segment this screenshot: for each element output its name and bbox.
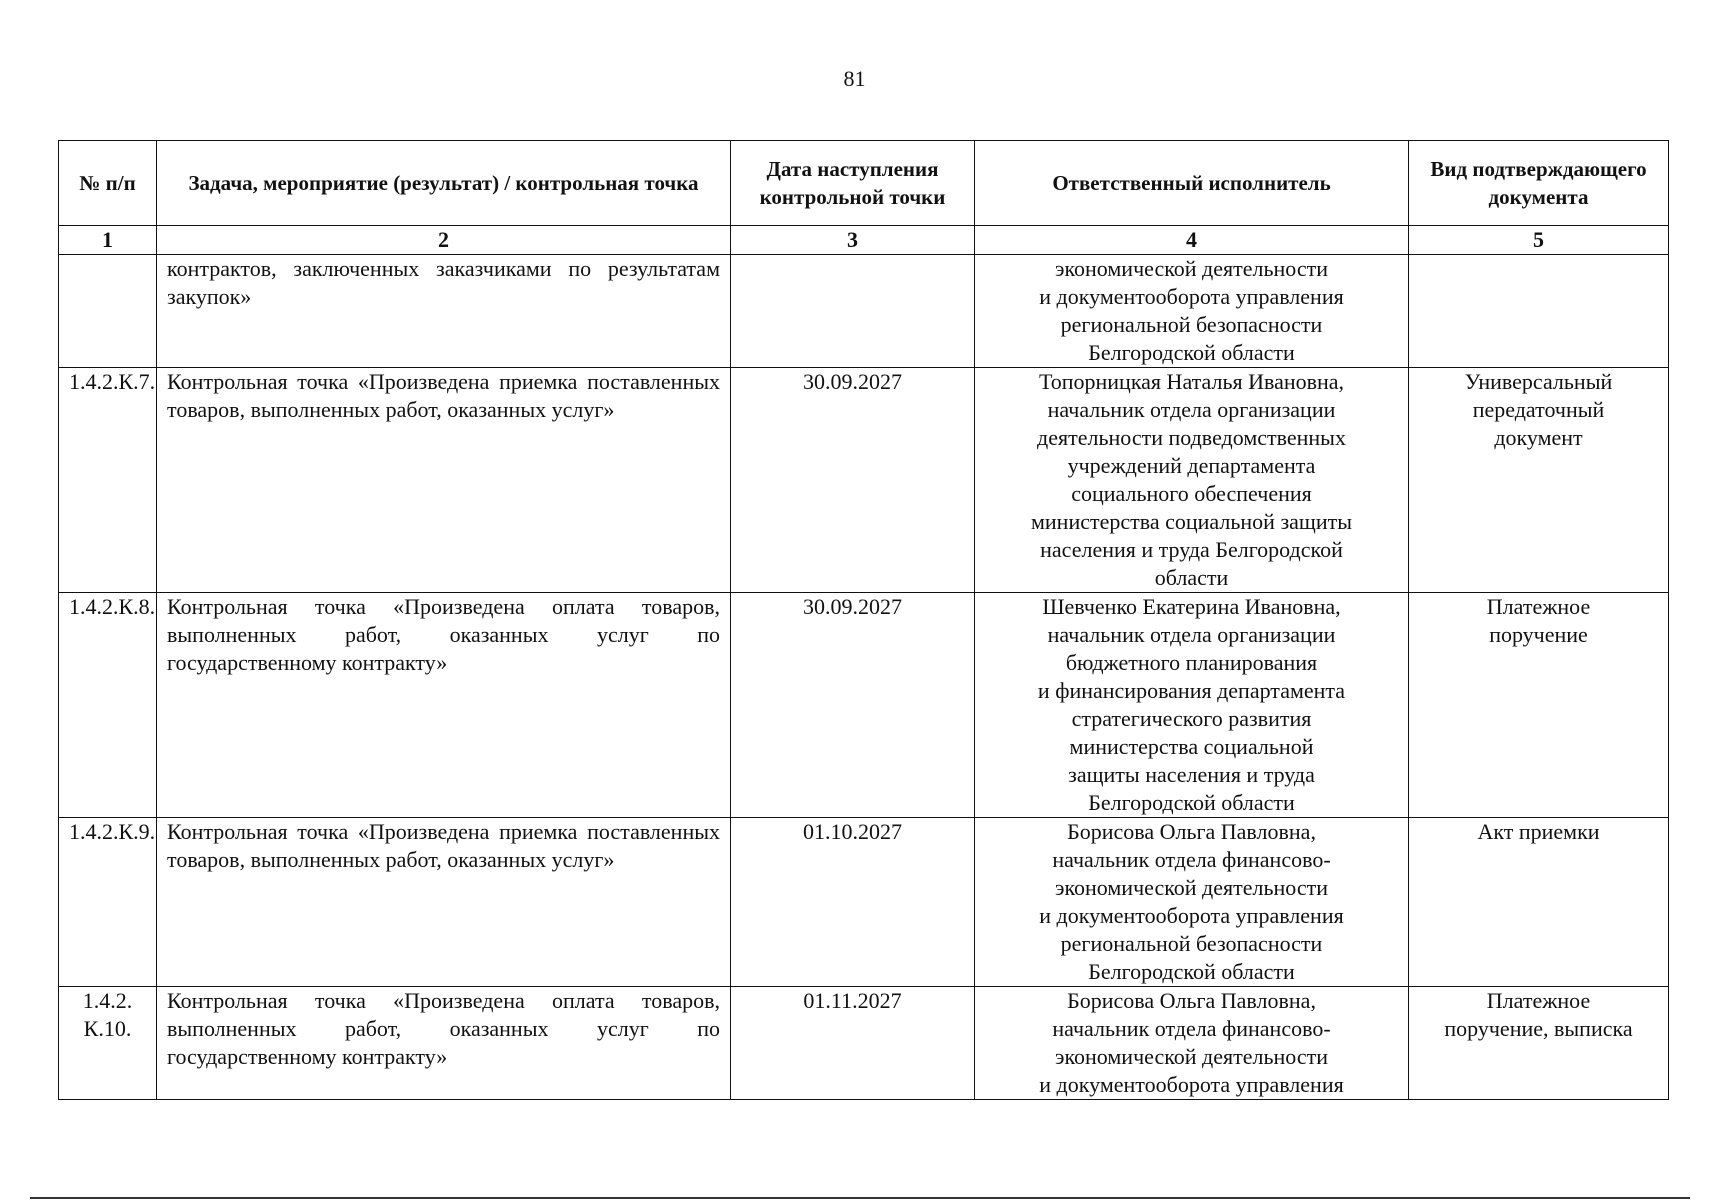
doc-cell: [1409, 818, 1669, 987]
responsible-line: министерства социальной: [1069, 734, 1314, 759]
task-text: Контрольная точка «Произведена приемка поставленных товаров, выполненных работ, оказанных услуг»: [167, 819, 720, 872]
table-row: [59, 818, 1669, 987]
responsible-cell: [975, 255, 1409, 368]
doc-line: поручение, выписка: [1444, 1016, 1633, 1041]
page-number: 81: [843, 66, 866, 91]
responsible-line: Борисова Ольга Павловна,: [1067, 819, 1316, 844]
responsible-line: населения и труда Белгородской: [1040, 537, 1343, 562]
responsible-line: региональной безопасности: [1060, 312, 1323, 337]
responsible-line: Белгородской области: [1088, 340, 1295, 365]
date-cell: [731, 368, 975, 593]
header-doc: Вид подтверждающего документа: [1409, 141, 1669, 226]
table-row: [59, 987, 1669, 1100]
date-cell: [731, 818, 975, 987]
doc-cell: [1409, 368, 1669, 593]
row-number: 1.4.2.К.8.: [69, 594, 156, 619]
bottom-rule: [30, 1197, 1690, 1199]
responsible-line: экономической деятельности: [1055, 875, 1328, 900]
responsible-line: Борисова Ольга Павловна,: [1067, 988, 1316, 1013]
table-body: [59, 255, 1669, 1100]
responsible-line: и документооборота управления: [1039, 903, 1344, 928]
responsible-line: и документооборота управления: [1039, 1072, 1344, 1097]
header-date: Дата наступления контрольной точки: [731, 141, 975, 226]
row-number-cell: [59, 368, 157, 593]
date-cell: [731, 987, 975, 1100]
column-number-row: [59, 226, 1669, 255]
date-text: 30.09.2027: [803, 369, 902, 394]
column-number: 1: [59, 226, 157, 255]
doc-line: документ: [1494, 425, 1583, 450]
table-row: [59, 593, 1669, 818]
table-row: [59, 368, 1669, 593]
task-text: Контрольная точка «Произведена оплата товаров, выполненных работ, оказанных услуг по государственному контракту»: [167, 988, 720, 1069]
responsible-line: стратегического развития: [1071, 706, 1312, 731]
task-text: Контрольная точка «Произведена приемка поставленных товаров, выполненных работ, оказанных услуг»: [167, 369, 720, 422]
header-num: № п/п: [59, 141, 157, 226]
doc-line: Платежное: [1486, 988, 1591, 1013]
responsible-line: и финансирования департамента: [1037, 678, 1346, 703]
responsible-line: области: [1154, 565, 1229, 590]
responsible-line: Белгородской области: [1088, 959, 1295, 984]
task-cell: [157, 255, 731, 368]
responsible-line: начальник отдела финансово-: [1052, 847, 1331, 872]
row-number: 1.4.2. К.10.: [82, 988, 133, 1041]
doc-cell: [1409, 987, 1669, 1100]
responsible-line: начальник отдела финансово-: [1052, 1016, 1331, 1041]
responsible-line: Шевченко Екатерина Ивановна,: [1042, 594, 1341, 619]
date-cell: [731, 255, 975, 368]
row-number-cell: [59, 818, 157, 987]
responsible-line: начальник отдела организации: [1047, 622, 1336, 647]
row-number: 1.4.2.К.7.: [69, 369, 156, 394]
responsible-line: деятельности подведомственных: [1037, 425, 1346, 450]
responsible-cell: [975, 987, 1409, 1100]
doc-cell: [1409, 593, 1669, 818]
task-cell: [157, 818, 731, 987]
column-number: 4: [975, 226, 1409, 255]
responsible-line: региональной безопасности: [1060, 931, 1323, 956]
task-text: Контрольная точка «Произведена оплата товаров, выполненных работ, оказанных услуг по государственному контракту»: [167, 594, 720, 675]
control-points-table: [58, 140, 1669, 1100]
doc-line: передаточный: [1472, 397, 1605, 422]
responsible-line: экономической деятельности: [1055, 1044, 1328, 1069]
header-row: [59, 141, 1669, 226]
responsible-cell: [975, 593, 1409, 818]
task-cell: [157, 987, 731, 1100]
responsible-cell: [975, 818, 1409, 987]
row-number: 1.4.2.К.9.: [69, 819, 156, 844]
doc-cell: [1409, 255, 1669, 368]
header-responsible: Ответственный исполнитель: [975, 141, 1409, 226]
responsible-cell: [975, 368, 1409, 593]
row-number-cell: [59, 593, 157, 818]
doc-line: Платежное: [1486, 594, 1591, 619]
responsible-line: учреждений департамента: [1067, 453, 1316, 478]
header-task: Задача, мероприятие (результат) / контрольная точка: [157, 141, 731, 226]
responsible-line: и документооборота управления: [1039, 284, 1344, 309]
doc-line: Универсальный: [1464, 369, 1613, 394]
task-cell: [157, 593, 731, 818]
task-text: контрактов, заключенных заказчиками по результатам закупок»: [167, 256, 720, 309]
responsible-line: Белгородской области: [1088, 790, 1295, 815]
date-text: 01.11.2027: [803, 988, 902, 1013]
task-cell: [157, 368, 731, 593]
date-text: 01.10.2027: [803, 819, 902, 844]
date-text: 30.09.2027: [803, 594, 902, 619]
responsible-line: начальник отдела организации: [1047, 397, 1336, 422]
row-number-cell: [59, 987, 157, 1100]
row-number-cell: [59, 255, 157, 368]
doc-line: Акт приемки: [1477, 819, 1600, 844]
table-row: [59, 255, 1669, 368]
doc-line: поручение: [1489, 622, 1588, 647]
column-number: 5: [1409, 226, 1669, 255]
responsible-line: министерства социальной защиты: [1030, 509, 1353, 534]
responsible-line: социального обеспечения: [1071, 481, 1312, 506]
date-cell: [731, 593, 975, 818]
responsible-line: бюджетного планирования: [1065, 650, 1318, 675]
column-number: 3: [731, 226, 975, 255]
column-number: 2: [157, 226, 731, 255]
responsible-line: экономической деятельности: [1055, 256, 1328, 281]
responsible-line: Топорницкая Наталья Ивановна,: [1038, 369, 1345, 394]
responsible-line: защиты населения и труда: [1068, 762, 1315, 787]
